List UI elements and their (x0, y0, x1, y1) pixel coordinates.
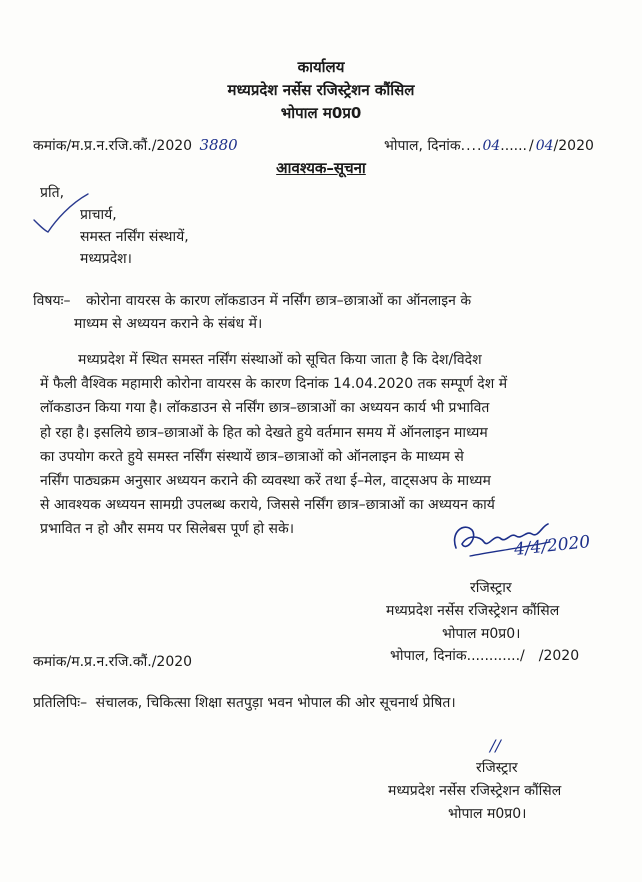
body-line-2: में फैली वैश्विक महामारी कोरोना वायरस के कारण दिनांक 14.04.2020 तक सम्पूर्ण देश में (40, 376, 508, 393)
body-line-6: नर्सिंग पाठ्यक्रम अनुसार अध्ययन कराने की व्यवस्था करें तथा ई–मेल, वाट्सअप के माध्यम (40, 473, 491, 490)
reference-day-handwritten: 04 (482, 138, 501, 154)
signatory-org: मध्यप्रदेश नर्सेस रजिस्ट्रेशन कौंसिल (386, 603, 560, 619)
recipient-line-3: मध्यप्रदेश। (80, 251, 132, 267)
council-name: मध्यप्रदेश नर्सेस रजिस्ट्रेशन कौंसिल (227, 81, 415, 99)
second-reference-year: /2020 (538, 648, 580, 664)
copy-to-text: संचालक, चिकित्सा शिक्षा सतपुड़ा भवन भोपाल की ओर सूचनार्थ प्रेषित। (95, 695, 456, 711)
reference-number-handwritten: 3880 (199, 136, 238, 154)
copy-to (33, 693, 456, 712)
body-line-4: हो रहा है। इसलिये छात्र–छात्राओं के हित को देखते हुये वर्तमान समय में ऑनलाइन माध्यम (40, 424, 488, 441)
tick-mark-icon (32, 190, 92, 236)
recipient-prefix: प्रति, (40, 185, 65, 201)
second-reference-number: कमांक/म.प्र.न.रजि.कौं./2020 (33, 654, 193, 670)
second-reference-date (390, 646, 579, 665)
second-signatory-title: रजिस्ट्रार (476, 760, 518, 776)
subject-line-1: कोरोना वायरस के कारण लॉकडाउन में नर्सिंग छात्र–छात्राओं का ऑनलाइन के (86, 293, 472, 309)
body-line-7: से आवश्यक अध्ययन सामग्री उपलब्ध कराये, जिससे नर्सिंग छात्र–छात्राओं का अध्ययन कार्य (40, 497, 495, 514)
copy-to-label: प्रतिलिपिः– (33, 695, 88, 711)
body-line-3: लॉकडाउन किया गया है। लॉकडाउन से नर्सिंग छात्र–छात्राओं का अध्ययन कार्य भी प्रभावित (40, 400, 490, 417)
subject-line-2: माध्यम से अध्ययन कराने के संबंध में। (74, 316, 263, 332)
subject-label: विषयः– (33, 293, 71, 309)
office-heading: कार्यालय (297, 58, 345, 76)
recipient-line-2: समस्त नर्सिंग संस्थायें, (80, 229, 189, 245)
reference-date: भोपाल, दिनांक....04...... / 04/2020 (384, 138, 594, 154)
notice-heading: आवश्यक–सूचना (276, 159, 366, 177)
body-line-5: का उपयोग करते हुये समस्त नर्सिंग संस्थायें छात्र–छात्राओं को ऑनलाइन के माध्यम से (40, 448, 464, 465)
signatory-city: भोपाल म0प्र0। (442, 626, 521, 642)
second-signatory-city: भोपाल म0प्र0। (448, 806, 527, 822)
body-line-1: मध्यप्रदेश में स्थित समस्त नर्सिंग संस्थाओं को सूचित किया जाता है कि देश/विदेश (78, 352, 482, 368)
recipient-line-1: प्राचार्य, (80, 207, 117, 223)
reference-number-label: कमांक/म.प्र.न.रजि.कौं./2020 (33, 138, 193, 154)
body-line-8: प्रभावित न हो और समय पर सिलेबस पूर्ण हो सके। (40, 521, 295, 538)
reference-year: /2020 (553, 138, 594, 154)
second-reference-date-label: भोपाल, दिनांक............/ (390, 648, 525, 664)
reference-number (33, 136, 238, 155)
reference-month-handwritten: 04 (535, 138, 554, 154)
signature-mark: // (490, 736, 501, 755)
second-signatory-org: मध्यप्रदेश नर्सेस रजिस्ट्रेशन कौंसिल (388, 783, 562, 799)
council-city: भोपाल म0प्र0 (280, 104, 362, 122)
signatory-title: रजिस्ट्रार (470, 580, 512, 596)
signature-date: 4/4/2020 (513, 532, 592, 560)
reference-date-label: भोपाल, दिनांक (384, 138, 461, 154)
